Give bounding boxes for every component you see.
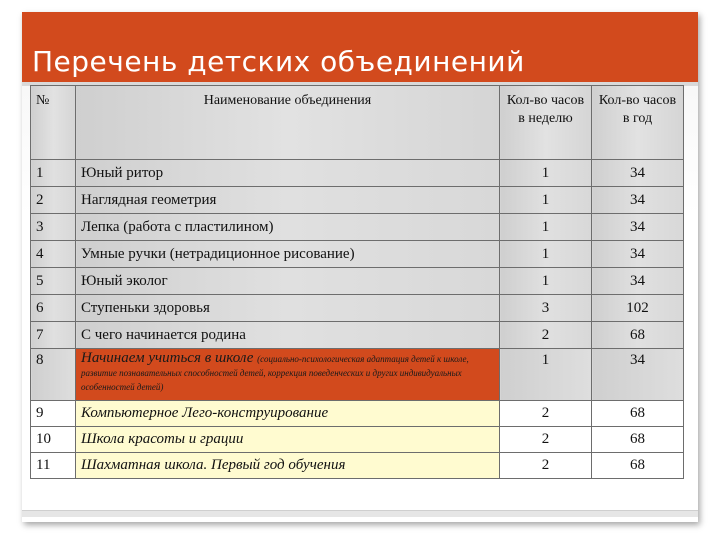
row-hours-year: 34 xyxy=(592,268,684,295)
row-hours-year: 34 xyxy=(592,241,684,268)
header-hours-year: Кол-во часов в год xyxy=(592,86,684,160)
row-name: Ступеньки здоровья xyxy=(76,295,500,322)
row-name: Начинаем учиться в школе xyxy=(81,350,254,366)
row-hours-week: 2 xyxy=(500,453,592,479)
header-num: № xyxy=(31,86,76,160)
row-num: 4 xyxy=(31,241,76,268)
row-num: 2 xyxy=(31,187,76,214)
row-num: 9 xyxy=(31,401,76,427)
row-hours-year: 34 xyxy=(592,214,684,241)
row-name-with-note xyxy=(76,349,500,401)
header-name: Наименование объединения xyxy=(76,86,500,160)
row-num: 5 xyxy=(31,268,76,295)
row-name: Наглядная геометрия xyxy=(76,187,500,214)
row-num: 6 xyxy=(31,295,76,322)
row-num: 3 xyxy=(31,214,76,241)
row-num: 7 xyxy=(31,322,76,349)
row-num: 11 xyxy=(31,453,76,479)
row-hours-week: 1 xyxy=(500,214,592,241)
row-hours-year: 34 xyxy=(592,187,684,214)
row-hours-year: 68 xyxy=(592,401,684,427)
row-name: Лепка (работа с пластилином) xyxy=(76,214,500,241)
table-row xyxy=(31,453,684,479)
table-row xyxy=(31,160,684,187)
row-name: Шахматная школа. Первый год обучения xyxy=(76,453,500,479)
row-name: Компьютерное Лего-конструирование xyxy=(76,401,500,427)
row-hours-year: 68 xyxy=(592,427,684,453)
row-hours-week: 3 xyxy=(500,295,592,322)
table-row xyxy=(31,214,684,241)
table-row xyxy=(31,268,684,295)
row-hours-year: 102 xyxy=(592,295,684,322)
table-row xyxy=(31,241,684,268)
table-row xyxy=(31,401,684,427)
row-note: (социально-психологическая адаптация детей к школе, развитие познавательных способностей детей, коррекция поведенческих и других индивидуальных особенностей детей) xyxy=(81,354,469,392)
associations-table xyxy=(30,85,684,479)
row-hours-year: 68 xyxy=(592,453,684,479)
row-hours-year: 34 xyxy=(592,160,684,187)
table-row xyxy=(31,295,684,322)
row-hours-year: 34 xyxy=(592,349,684,401)
page-title: Перечень детских объединений xyxy=(32,45,525,78)
row-hours-week: 1 xyxy=(500,241,592,268)
row-name: Умные ручки (нетрадиционное рисование) xyxy=(76,241,500,268)
row-hours-week: 2 xyxy=(500,401,592,427)
row-name: Юный эколог xyxy=(76,268,500,295)
row-num: 10 xyxy=(31,427,76,453)
title-bar xyxy=(22,12,698,82)
table-row-highlighted xyxy=(31,349,684,401)
header-hours-week: Кол-во часов в неделю xyxy=(500,86,592,160)
row-name: Школа красоты и грации xyxy=(76,427,500,453)
row-hours-week: 1 xyxy=(500,268,592,295)
table-row xyxy=(31,322,684,349)
row-num: 1 xyxy=(31,160,76,187)
row-num: 8 xyxy=(31,349,76,401)
slide-bottom-bar xyxy=(22,510,698,517)
row-hours-week: 1 xyxy=(500,160,592,187)
row-hours-week: 1 xyxy=(500,349,592,401)
row-hours-year: 68 xyxy=(592,322,684,349)
row-hours-week: 2 xyxy=(500,427,592,453)
table-row xyxy=(31,427,684,453)
row-hours-week: 1 xyxy=(500,187,592,214)
row-name: Юный ритор xyxy=(76,160,500,187)
row-hours-week: 2 xyxy=(500,322,592,349)
table-row xyxy=(31,187,684,214)
row-name: С чего начинается родина xyxy=(76,322,500,349)
table-header-row xyxy=(31,86,684,160)
